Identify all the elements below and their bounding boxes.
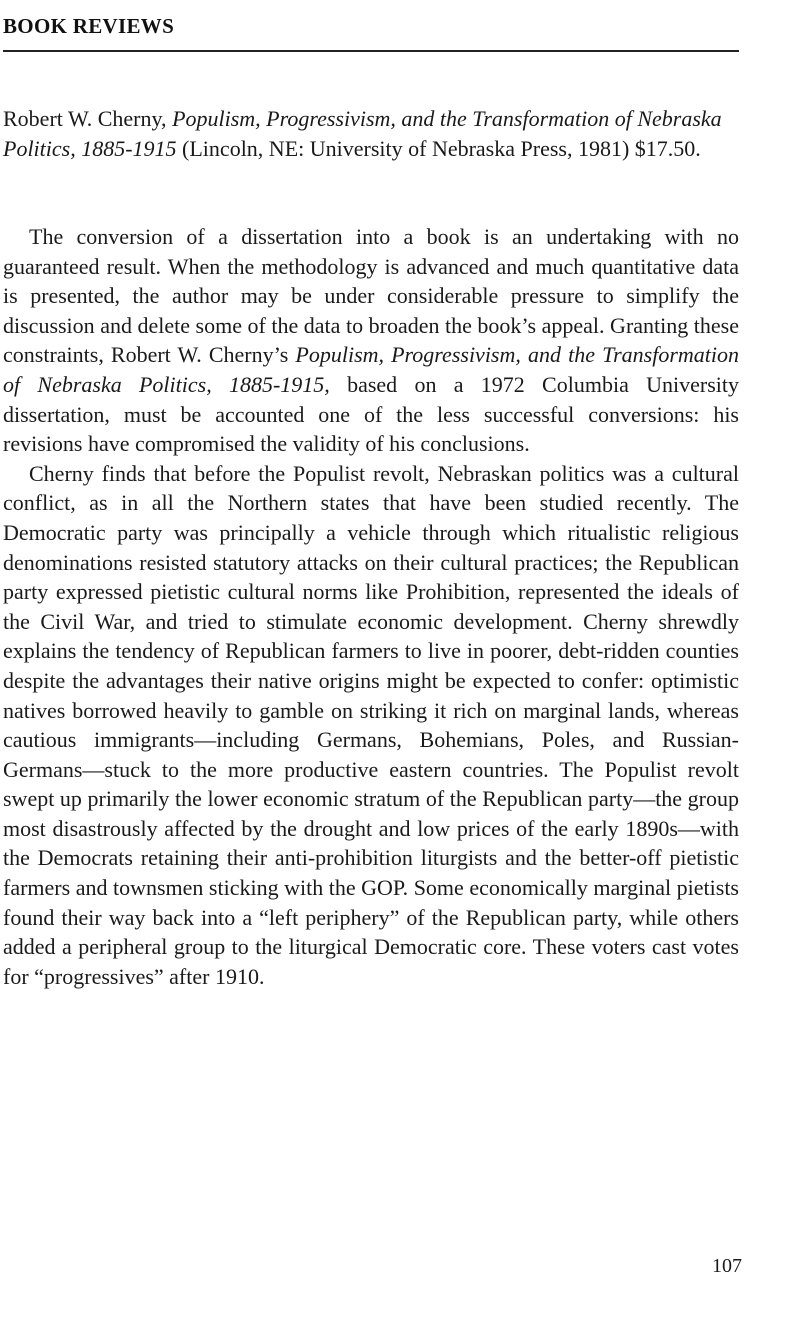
review-body [3,222,739,991]
review-paragraph-2: Cherny finds that before the Populist revolt, Nebraskan politics was a cultural conflict, as in all the Northern states that have been studied recently. The Democratic party was principally a vehicle through which ritualistic religious denominations resisted statutory attacks on their cultural practices; the Republican party expressed pietistic cultural norms like Prohibition, represented the ideals of the Civil War, and tried to stimulate economic development. Cherny shrewdly explains the tendency of Republican farmers to live in poorer, debt-ridden counties despite the advantages their native origins might be expected to confer: optimistic natives borrowed heavily to gamble on striking it rich on marginal lands, whereas cautious immigrants—including Germans, Bohemians, Poles, and Russian-Germans—stuck to the more productive eastern countries. The Populist revolt swept up primarily the lower economic stratum of the Republican party—the group most disastrously affected by the drought and low prices of the early 1890s—with the Democrats retaining their anti-prohibition liturgists and the better-off pietistic farmers and townsmen sticking with the GOP. Some economically marginal pietists found their way back into a “left periphery” of the Republican party, while others added a peripheral group to the liturgical Democratic core. These voters cast votes for “progressives” after 1910. [3,460,739,989]
section-title: BOOK REVIEWS [3,14,175,38]
review-paragraph-1 [3,222,739,459]
citation-author: Robert W. Cherny, [3,106,173,131]
citation-publication: (Lincoln, NE: University of Nebraska Press, 1981) $17.50. [176,136,701,161]
citation-book-title: Populism, Progressivism, and the Transformation of Nebraska Politics, 1885-1915 [3,106,722,161]
page-number: 107 [712,1255,742,1277]
paragraph-1-book-title: Populism, Progressivism, and the Transformation of Nebraska Politics, 1885-1915, [3,342,739,397]
page-header [3,8,739,52]
paragraph-1-text-a: The conversion of a dissertation into a book is an undertaking with no guaranteed result. When the methodology is advanced and much quantitative data is presented, the author may be under considerable pressure to simplify the discussion and delete some of the data to broaden the book’s appeal. Granting these constraints, Robert W. Cherny’s [3,224,739,368]
header-divider [3,50,739,52]
paragraph-1-text-b: based on a 1972 Columbia University dissertation, must be accounted one of the less successful conversions: his revisions have compromised the validity of his conclusions. [3,371,739,457]
book-citation [3,104,739,164]
